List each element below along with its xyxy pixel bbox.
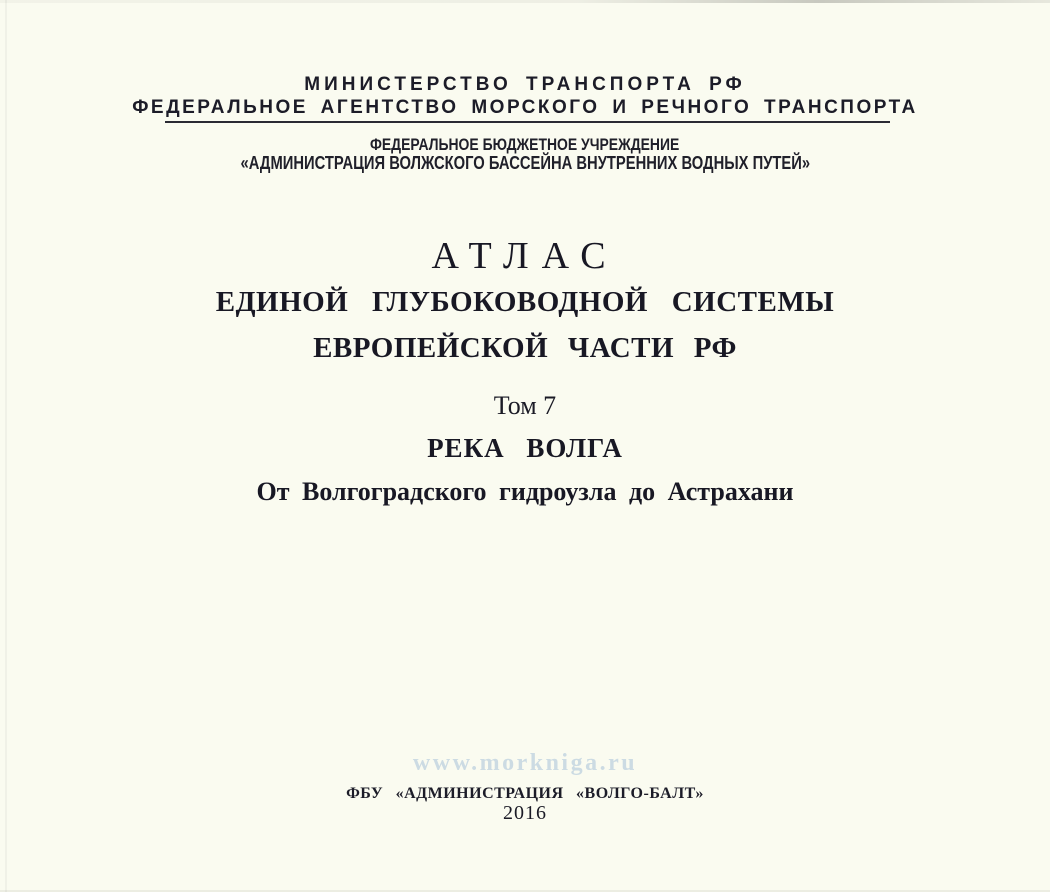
header-institution: ФЕДЕРАЛЬНОЕ БЮДЖЕТНОЕ УЧРЕЖДЕНИЕ <box>370 135 680 154</box>
header-divider-rule <box>165 121 890 123</box>
scan-edge-top <box>0 0 1050 3</box>
page-subtitle: От Волгоградского гидроузла до Астрахани <box>256 477 794 506</box>
header-agency: ФЕДЕРАЛЬНОЕ АГЕНТСТВО МОРСКОГО И РЕЧНОГО ТРАНСПОРТА <box>132 97 918 118</box>
page-title-line2: ЕДИНОЙ ГЛУБОКОВОДНОЙ СИСТЕМЫ <box>215 286 835 318</box>
river-title: РЕКА ВОЛГА <box>427 433 623 463</box>
header-institution-row <box>0 135 1050 155</box>
publication-year: 2016 <box>503 802 547 824</box>
page-title: АТЛАС <box>431 235 619 277</box>
header-ministry: МИНИСТЕРСТВО ТРАНСПОРТА РФ <box>304 74 746 95</box>
watermark-text: www.morkniga.ru <box>412 750 638 776</box>
volume-label: Том 7 <box>493 391 557 420</box>
publisher-label: ФБУ «АДМИНИСТРАЦИЯ «ВОЛГО-БАЛТ» <box>346 785 704 802</box>
page-title-line3: ЕВРОПЕЙСКОЙ ЧАСТИ РФ <box>313 332 737 364</box>
header-administration-row <box>0 153 1050 174</box>
header-administration: «АДМИНИСТРАЦИЯ ВОЛЖСКОГО БАССЕЙНА ВНУТРЕННИХ ВОДНЫХ ПУТЕЙ» <box>240 153 810 173</box>
